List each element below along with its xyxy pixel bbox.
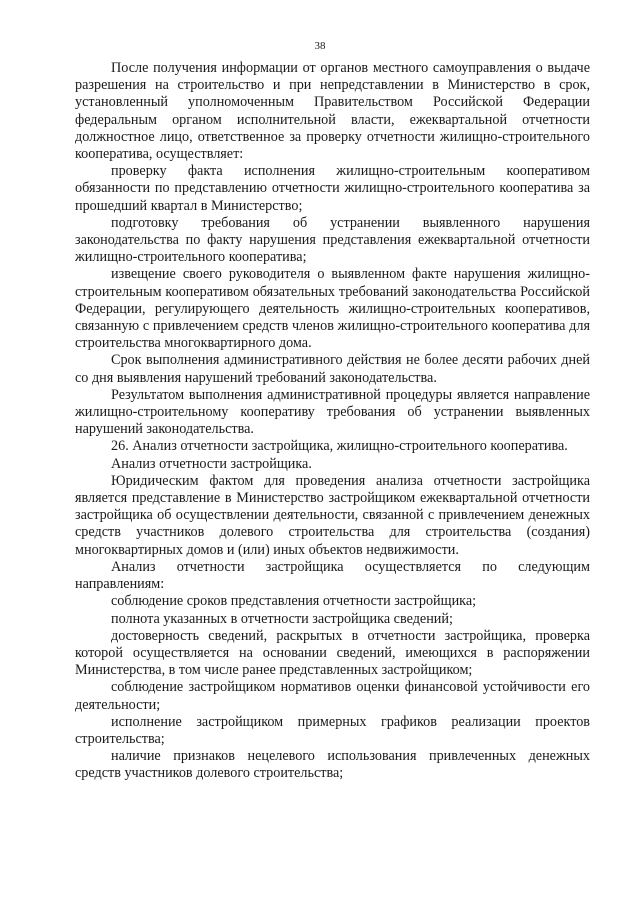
paragraph: Юридическим фактом для проведения анализа отчетности застройщика является представление в Министерство застройщиком ежеквартальной отчетности застройщика об осуществлении деятельности, связанной с привлечением денежных средств участников долевого строительства для строительства (создания) многоквартирных домов и (или) иных объектов недвижимости. xyxy=(75,472,590,558)
list-item: соблюдение сроков представления отчетности застройщика; xyxy=(111,593,477,610)
section-heading: 26. Анализ отчетности застройщика, жилищно-строительного кооператива. xyxy=(111,438,568,455)
list-item: достоверность сведений, раскрытых в отчетности застройщика, проверка которой осуществляется на основании сведений, имеющихся в распоряжении Министерства, в том числе ранее представленных застройщиком; xyxy=(75,627,590,679)
paragraph: проверку факта исполнения жилищно-строительным кооперативом обязанности по представлению отчетности жилищно-строительного кооператива за прошедший квартал в Министерство; xyxy=(75,163,590,214)
paragraph: извещение своего руководителя о выявленном факте нарушения жилищно-строительным кооперативом обязательных требований законодательства Российской Федерации, регулирующего деятельность жилищно-строительных кооперативов, связанную с привлечением средств членов жилищно-строительного кооператива для строительства многоквартирного дома. xyxy=(75,266,590,352)
paragraph: Анализ отчетности застройщика. xyxy=(111,455,312,472)
list-item: соблюдение застройщиком нормативов оценки финансовой устойчивости его деятельности; xyxy=(75,679,590,713)
list-item: исполнение застройщиком примерных графиков реализации проектов строительства; xyxy=(75,713,590,747)
paragraph: Срок выполнения административного действия не более десяти рабочих дней со дня выявления нарушений требований законодательства. xyxy=(75,352,590,386)
list-item: полнота указанных в отчетности застройщика сведений; xyxy=(111,610,453,627)
document-body xyxy=(75,60,590,783)
paragraph: Результатом выполнения административной процедуры является направление жилищно-строительному кооперативу требования об устранении выявленных нарушений законодательства. xyxy=(75,386,590,438)
paragraph: подготовку требования об устранении выявленного нарушения законодательства по факту нарушения представления ежеквартальной отчетности жилищно-строительного кооператива; xyxy=(75,214,590,266)
list-item: наличие признаков нецелевого использования привлеченных денежных средств участников долевого строительства; xyxy=(75,748,590,782)
paragraph: После получения информации от органов местного самоуправления о выдаче разрешения на строительство и при непредставлении в Министерство в срок, установленный уполномоченным Правительством Российской Федерации федеральным органом исполнительной власти, ежеквартальной отчетности должностное лицо, ответственное за проверку отчетности жилищно-строительного кооператива, осуществляет: xyxy=(75,60,590,163)
page-number: 38 xyxy=(314,40,326,52)
paragraph: Анализ отчетности застройщика осуществляется по следующим направлениям: xyxy=(75,558,590,593)
